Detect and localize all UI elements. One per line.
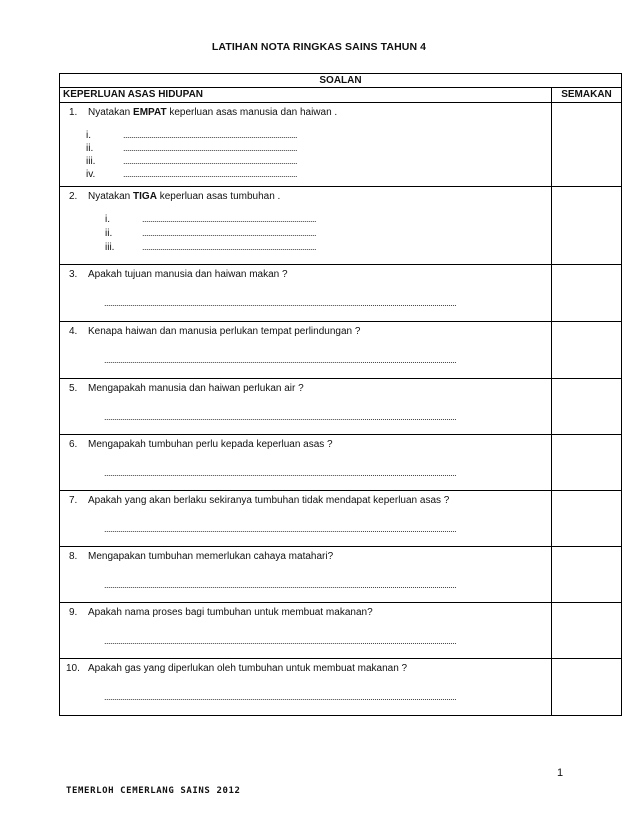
question-10: 10. Apakah gas yang diperlukan oleh tumbuhan untuk membuat makanan ? <box>66 663 408 674</box>
question-cell <box>60 547 552 603</box>
question-cell <box>60 103 552 187</box>
header-semakan: SEMAKAN <box>552 88 622 103</box>
question-8: 8. Mengapakan tumbuhan memerlukan cahaya matahari? <box>69 551 334 562</box>
question-cell <box>60 659 552 716</box>
page-number: 1 <box>557 767 564 779</box>
question-cell <box>60 187 552 265</box>
answer-line[interactable]: ................................................................................................................................................................................ <box>104 298 457 308</box>
answer-line[interactable]: ................................................................................................................................................................................ <box>104 355 457 365</box>
question-4: 4. Kenapa haiwan dan manusia perlukan tempat perlindungan ? <box>69 326 361 337</box>
answer-line[interactable]: ................................................................................................................................................................................ <box>104 524 457 534</box>
semakan-cell[interactable] <box>552 322 622 379</box>
question-1: 1. Nyatakan EMPAT keperluan asas manusia dan haiwan . <box>69 107 338 118</box>
question-cell <box>60 322 552 379</box>
semakan-cell[interactable] <box>552 103 622 187</box>
semakan-cell[interactable] <box>552 547 622 603</box>
answer-line[interactable]: i. ....................................................................................... <box>105 214 317 225</box>
question-6: 6. Mengapakah tumbuhan perlu kepada keperluan asas ? <box>69 439 333 450</box>
question-cell <box>60 265 552 322</box>
semakan-cell[interactable] <box>552 435 622 491</box>
question-7: 7. Apakah yang akan berlaku sekiranya tumbuhan tidak mendapat keperluan asas ? <box>69 495 450 506</box>
header-soalan: SOALAN <box>60 74 622 88</box>
answer-line[interactable]: iii. ....................................................................................... <box>105 242 317 253</box>
question-9: 9. Apakah nama proses bagi tumbuhan untuk membuat makanan? <box>69 607 373 618</box>
answer-line[interactable]: ................................................................................................................................................................................ <box>104 412 457 422</box>
question-2: 2. Nyatakan TIGA keperluan asas tumbuhan . <box>69 191 281 202</box>
question-cell <box>60 435 552 491</box>
semakan-cell[interactable] <box>552 659 622 716</box>
answer-line[interactable]: ................................................................................................................................................................................ <box>104 692 457 702</box>
answer-line[interactable]: ii. ....................................................................................... <box>105 228 317 239</box>
question-5: 5. Mengapakah manusia dan haiwan perlukan air ? <box>69 383 304 394</box>
page-title: LATIHAN NOTA RINGKAS SAINS TAHUN 4 <box>211 41 427 53</box>
semakan-cell[interactable] <box>552 603 622 659</box>
question-3: 3. Apakah tujuan manusia dan haiwan makan ? <box>69 269 288 280</box>
answer-line[interactable]: ................................................................................................................................................................................ <box>104 580 457 590</box>
header-keperluan: KEPERLUAN ASAS HIDUPAN <box>60 88 552 103</box>
question-cell <box>60 379 552 435</box>
footer-text: TEMERLOH CEMERLANG SAINS 2012 <box>66 786 241 796</box>
semakan-cell[interactable] <box>552 379 622 435</box>
answer-line[interactable]: ................................................................................................................................................................................ <box>104 636 457 646</box>
answer-line[interactable]: iii. ....................................................................................... <box>86 156 298 167</box>
semakan-cell[interactable] <box>552 187 622 265</box>
question-table <box>59 73 622 716</box>
question-cell <box>60 491 552 547</box>
answer-line[interactable]: iv. ....................................................................................... <box>86 169 298 180</box>
answer-line[interactable]: i. ....................................................................................... <box>86 130 298 141</box>
semakan-cell[interactable] <box>552 265 622 322</box>
answer-line[interactable]: ii. ....................................................................................... <box>86 143 298 154</box>
question-cell <box>60 603 552 659</box>
answer-line[interactable]: ................................................................................................................................................................................ <box>104 468 457 478</box>
semakan-cell[interactable] <box>552 491 622 547</box>
